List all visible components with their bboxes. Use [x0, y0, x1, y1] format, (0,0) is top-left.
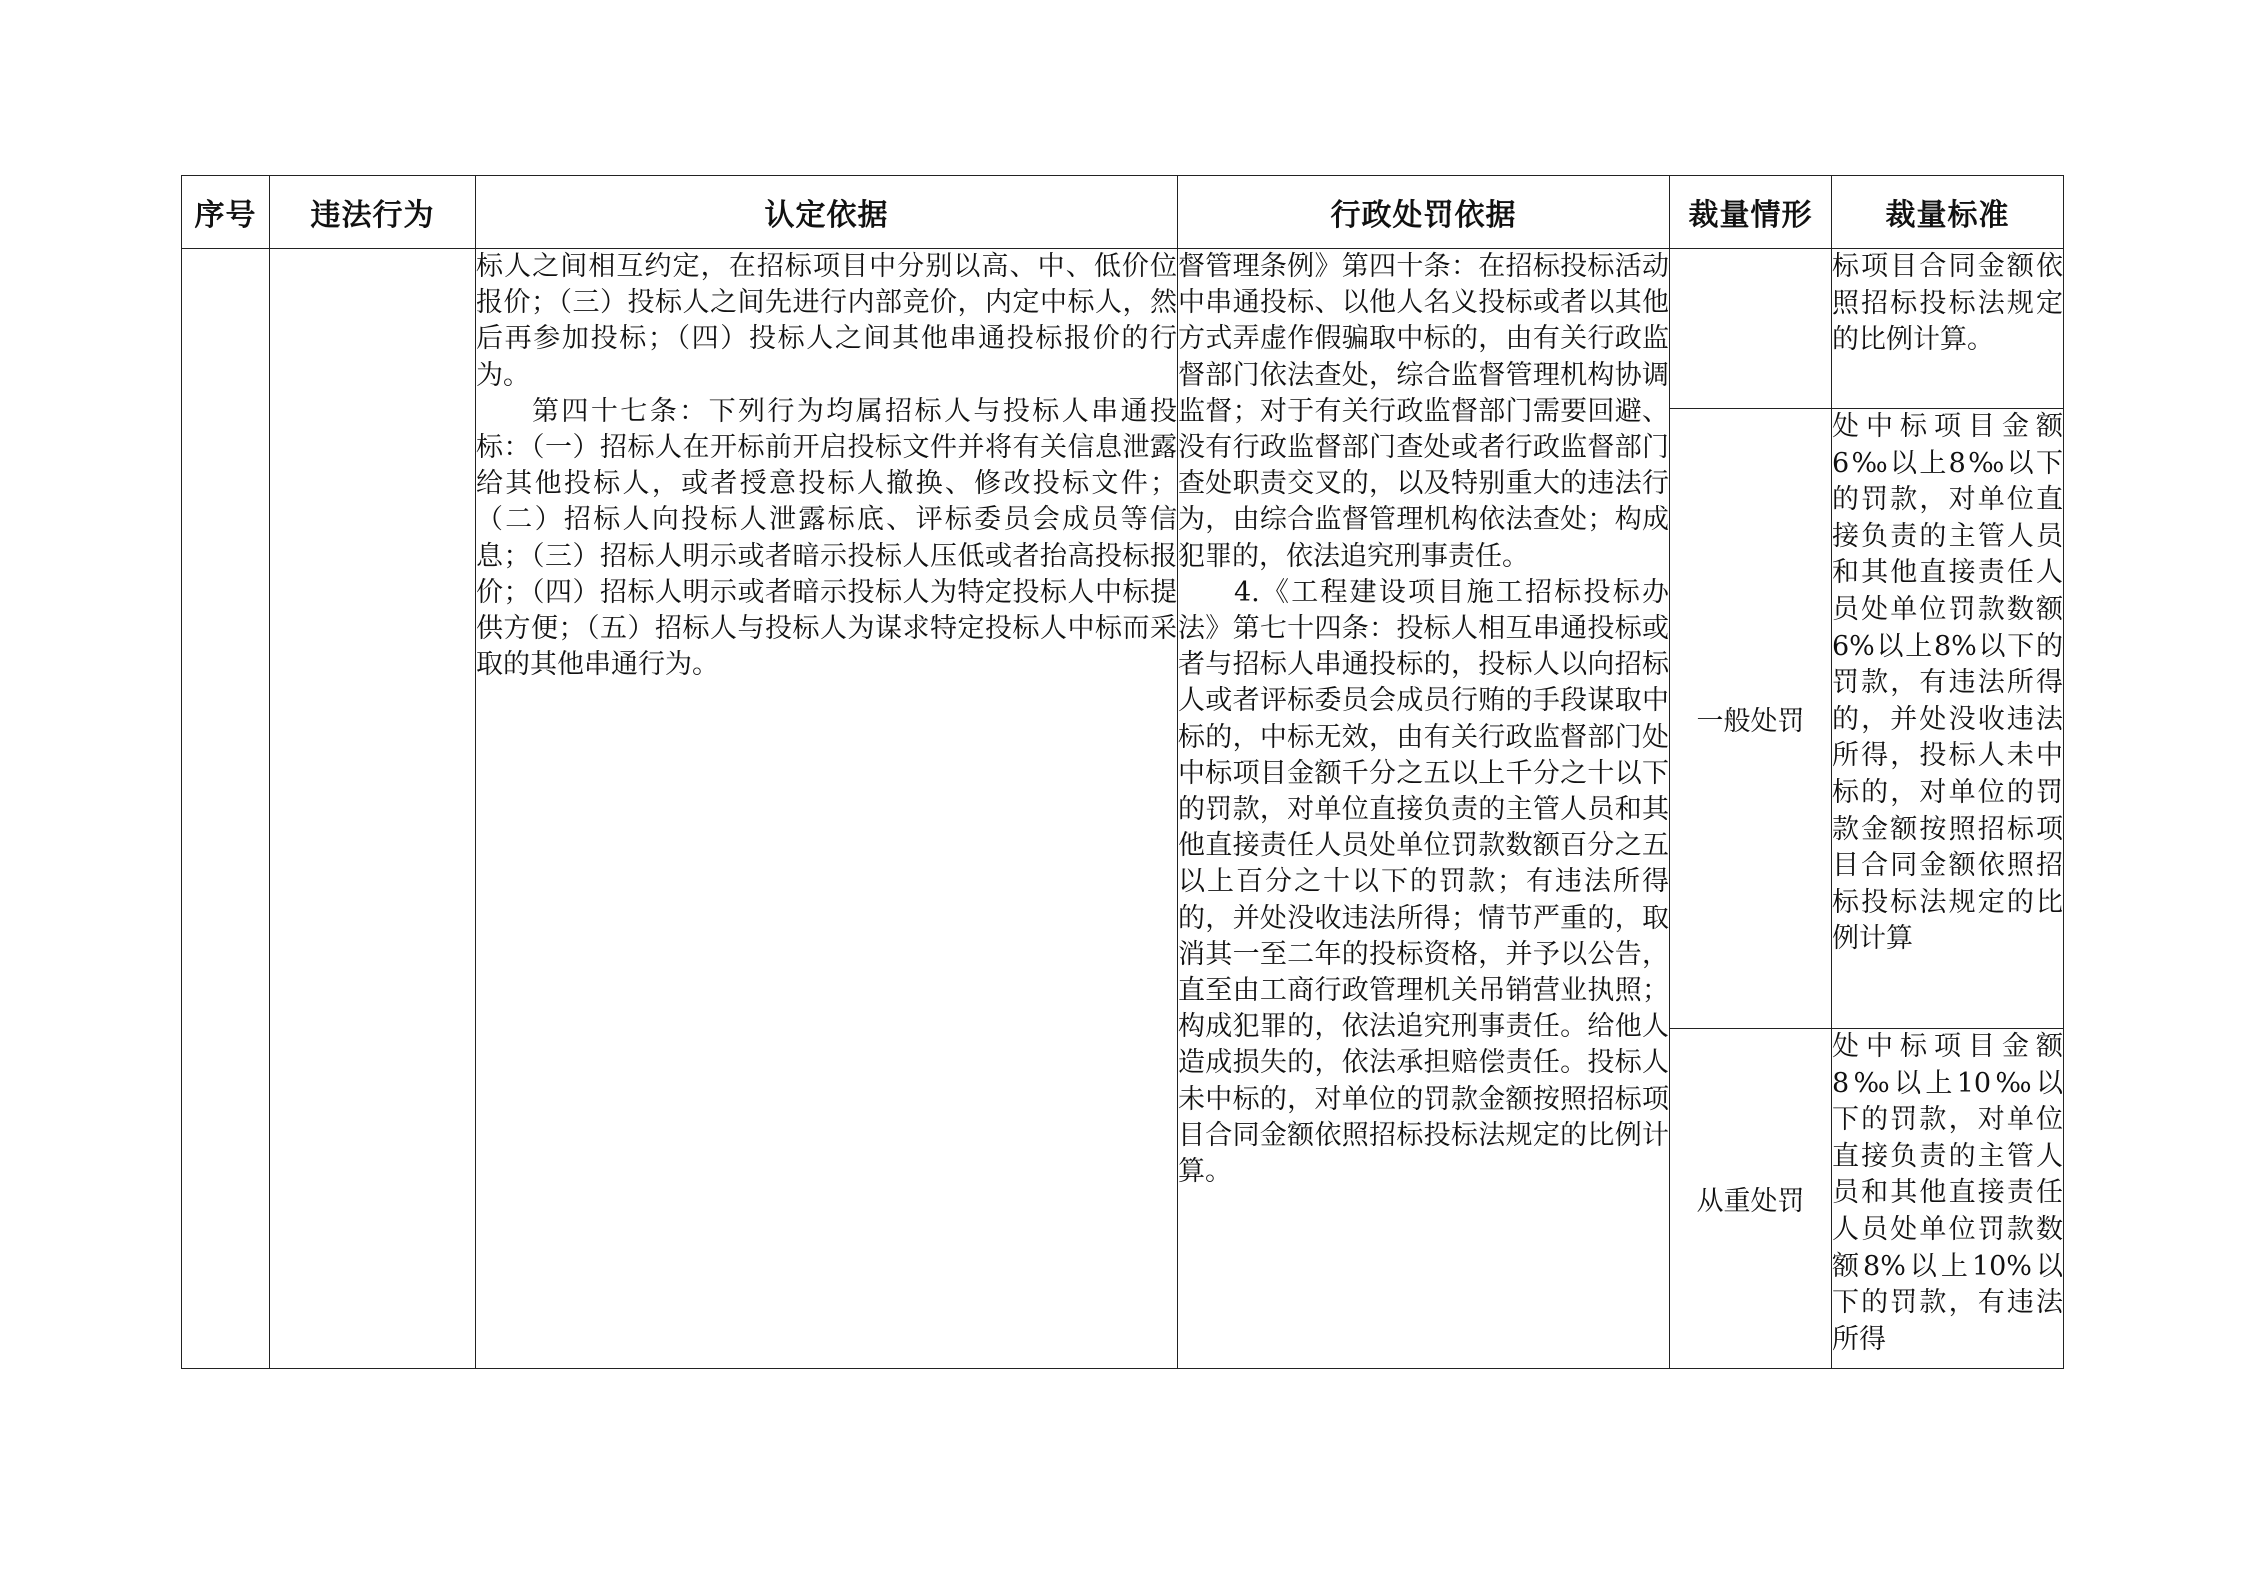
- cell-penalty-basis: [1178, 249, 1670, 1369]
- cell-circumstance-1: [1670, 249, 1832, 409]
- header-violation: 违法行为: [270, 176, 476, 249]
- header-penalty-basis: 行政处罚依据: [1178, 176, 1670, 249]
- table-row: [182, 249, 2064, 409]
- cell-circumstance-general: 一般处罚: [1670, 409, 1832, 1029]
- header-circumstance: 裁量情形: [1670, 176, 1832, 249]
- penalty-basis-paragraph-2: 4.《工程建设项目施工招标投标办法》第七十四条：投标人相互串通投标或者与招标人串通投标的，投标人以向招标人或者评标委员会成员行贿的手段谋取中标的，中标无效，由有关行政监督部门处中标项目金额千分之五以上千分之十以下的罚款，对单位直接负责的主管人员和其他直接责任人员处单位罚款数额百分之五以上百分之十以下的罚款；有违法所得的，并处没收违法所得；情节严重的，取消其一至二年的投标资格，并予以公告，直至由工商行政管理机关吊销营业执照；构成犯罪的，依法追究刑事责任。给他人造成损失的，依法承担赔偿责任。投标人未中标的，对单位的罚款金额按照招标项目合同金额依照招标投标法规定的比例计算。: [1178, 576, 1669, 1188]
- basis-paragraph-2: 第四十七条：下列行为均属招标人与投标人串通投标：（一）招标人在开标前开启投标文件并将有关信息泄露给其他投标人，或者授意投标人撤换、修改投标文件；（二）招标人向投标人泄露标底、评标委员会成员等信息；（三）招标人明示或者暗示投标人压低或者抬高投标报价；（四）招标人明示或者暗示投标人为特定投标人中标提供方便；（五）招标人与投标人为谋求特定投标人中标而采取的其他串通行为。: [476, 395, 1177, 681]
- cell-violation: [270, 249, 476, 1369]
- cell-standard-1: 标项目合同金额依照招标投标法规定的比例计算。: [1832, 249, 2064, 409]
- penalty-basis-paragraph-1: 督管理条例》第四十条：在招标投标活动中串通投标、以他人名义投标或者以其他方式弄虚作假骗取中标的，由有关行政监督部门依法查处，综合监督管理机构协调监督；对于有关行政监督部门需要回避、没有行政监督部门查处或者行政监督部门查处职责交叉的，以及特别重大的违法行为，由综合监督管理机构依法查处；构成犯罪的，依法追究刑事责任。: [1178, 251, 1669, 572]
- cell-circumstance-severe: 从重处罚: [1670, 1029, 1832, 1369]
- header-standard: 裁量标准: [1832, 176, 2064, 249]
- basis-paragraph-1: 标人之间相互约定，在招标项目中分别以高、中、低价位报价；（三）投标人之间先进行内部竞价，内定中标人，然后再参加投标；（四）投标人之间其他串通投标报价的行为。: [476, 251, 1177, 391]
- cell-basis: [476, 249, 1178, 1369]
- header-serial-no: 序号: [182, 176, 270, 249]
- cell-standard-severe: 处中标项目金额8‰以上10‰以下的罚款，对单位直接负责的主管人员和其他直接责任人员处单位罚款数额8%以上10%以下的罚款，有违法所得: [1832, 1029, 2064, 1369]
- cell-serial-no: [182, 249, 270, 1369]
- header-basis: 认定依据: [476, 176, 1178, 249]
- regulation-table: [181, 175, 2064, 1369]
- cell-standard-general: 处中标项目金额6‰以上8‰以下的罚款，对单位直接负责的主管人员和其他直接责任人员处单位罚款数额6%以上8%以下的罚款，有违法所得的，并处没收违法所得，投标人未中标的，对单位的罚款金额按照招标项目合同金额依照招标投标法规定的比例计算: [1832, 409, 2064, 1029]
- header-row: [182, 176, 2064, 249]
